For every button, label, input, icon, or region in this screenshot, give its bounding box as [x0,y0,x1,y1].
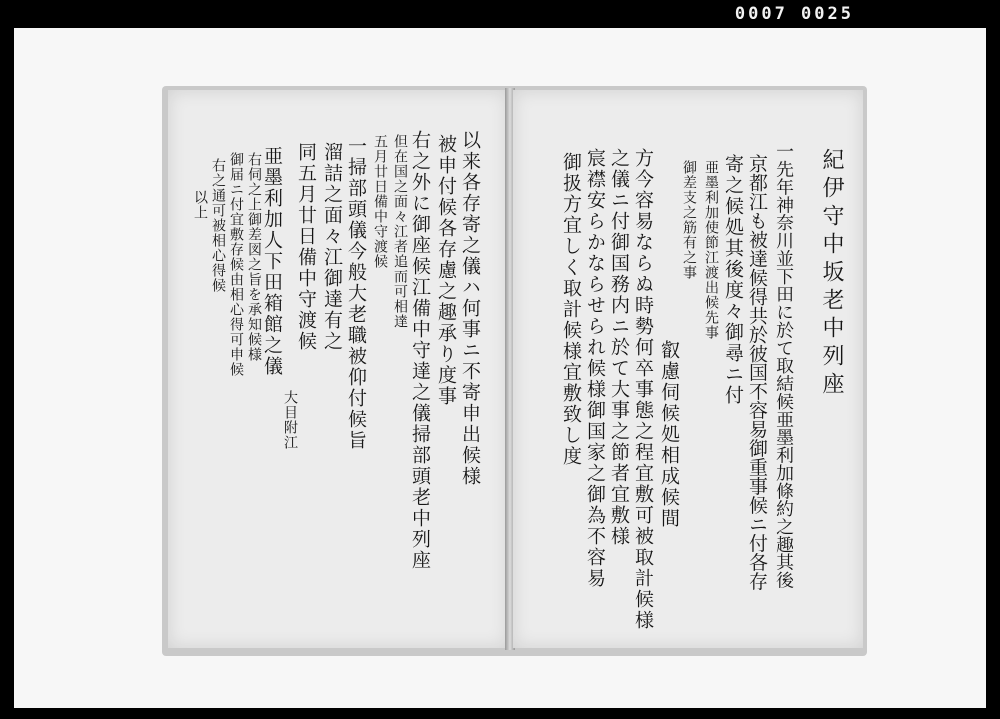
right-page [512,90,863,648]
right-col-7: 方今容易ならぬ時勢何卒事態之程宜敷可被取計候様 [632,148,654,631]
frame-counter: 0007 0025 [734,4,854,24]
left-col-14: 以上 [192,190,208,220]
left-col-13: 右之通可被相心得候 [210,158,226,293]
right-col-2: 京都江も被達候得共於彼国不容易御重事候ニ付各存 [746,154,768,591]
right-col-6: 叡慮伺候処相成候間 [658,340,680,529]
right-col-3: 寄之候処其後度々御尋ニ付 [722,154,744,406]
left-col-8: 同五月廿日備中守渡候 [295,142,317,352]
left-col-10: 亜墨利加人下田箱館之儀 [261,146,283,377]
left-col-4: 但在国之面々江者追而可相達 [392,134,408,329]
right-col-9: 宸襟安らかならせられ候様御国家之御為不容易 [584,148,606,589]
right-page-title: 紀伊守中坂老中列座 [819,148,844,400]
right-col-4: 亜墨利加使節江渡出候先事 [703,160,719,340]
right-col-5: 御差支之筋有之事 [681,160,697,280]
right-col-10: 御扱方宜しく取計候様宜敷致し度 [560,152,582,467]
left-col-7: 溜詰之面々江御達有之 [321,142,343,352]
left-col-12: 御届ニ付宜敷存候由相心得可申候 [228,152,244,377]
right-col-8: 之儀ニ付御国務内ニ於て大事之節者宜敷様 [608,148,630,547]
left-col-11: 右伺之上御差図之旨を承知候様 [246,152,262,362]
left-col-2: 被申付候各存慮之趣承り度事 [435,134,457,407]
left-col-1: 以来各存寄之儀ハ何事ニ不寄申出候様 [459,130,481,487]
left-col-5: 五月廿日備中守渡候 [372,134,388,269]
left-col-3: 右之外に御座候江備中守達之儀掃部頭老中列座 [409,130,431,571]
left-col-9: 大目附江 [282,390,298,450]
left-col-6: 一掃部頭儀今般大老職被仰付候旨 [345,136,367,451]
right-col-1: 一先年神奈川並下田に於て取結候亜墨利加條約之趣其後 [773,142,794,589]
left-page [168,90,509,648]
